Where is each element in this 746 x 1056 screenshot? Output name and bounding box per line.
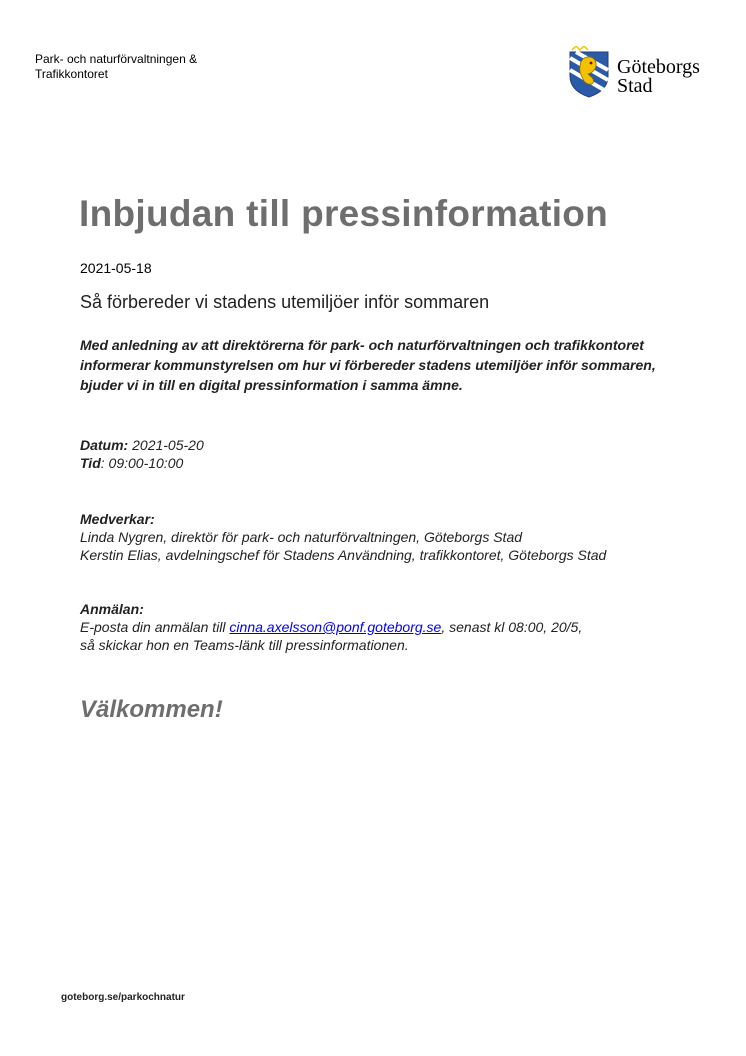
department-line-2: Trafikkontoret xyxy=(35,67,108,81)
page-title: Inbjudan till pressinformation xyxy=(79,193,609,234)
event-details xyxy=(80,436,680,472)
registration-section xyxy=(80,600,680,654)
logo-line-1: Göteborgs xyxy=(617,56,700,78)
registration-text-before: E-posta din anmälan till xyxy=(80,619,230,635)
tid-label: Tid xyxy=(80,455,101,471)
datum-value: 2021-05-20 xyxy=(128,437,204,453)
goteborg-logo xyxy=(566,46,716,100)
participant-item: Kerstin Elias, avdelningschef för Stadens Användning, trafikkontoret, Göteborgs Stad xyxy=(80,547,607,563)
registration-line-1 xyxy=(80,618,680,636)
footer-url: goteborg.se/parkochnatur xyxy=(61,992,185,1003)
tid-row xyxy=(80,454,680,472)
registration-label: Anmälan: xyxy=(80,601,144,617)
tid-value: : 09:00-10:00 xyxy=(100,455,184,471)
city-coat-of-arms-icon xyxy=(566,46,612,98)
document-date: 2021-05-18 xyxy=(80,260,152,276)
registration-text-after: , senast kl 08:00, 20/5, xyxy=(441,619,583,635)
email-link[interactable]: cinna.axelsson@ponf.goteborg.se xyxy=(229,619,442,635)
participants-section xyxy=(80,510,680,564)
datum-row xyxy=(80,436,680,454)
department-header xyxy=(35,52,265,82)
lead-paragraph: Med anledning av att direktörerna för park- och naturförvaltningen och trafikkontoret informerar kommunstyrelsen om hur vi förbereder stadens utemiljöer inför sommaren, bjuder vi in till en digital pressinformation i samma ämne. xyxy=(80,337,656,393)
subtitle: Så förbereder vi stadens utemiljöer inför sommaren xyxy=(80,292,490,312)
participant-item: Linda Nygren, direktör för park- och naturförvaltningen, Göteborgs Stad xyxy=(80,529,523,545)
datum-label: Datum: xyxy=(80,437,129,453)
logo-line-2: Stad xyxy=(617,75,653,97)
registration-line-2: så skickar hon en Teams-länk till pressinformationen. xyxy=(80,637,409,653)
welcome-text: Välkommen! xyxy=(80,696,223,723)
department-line-1: Park- och naturförvaltningen & xyxy=(35,52,198,66)
participants-label: Medverkar: xyxy=(80,511,155,527)
